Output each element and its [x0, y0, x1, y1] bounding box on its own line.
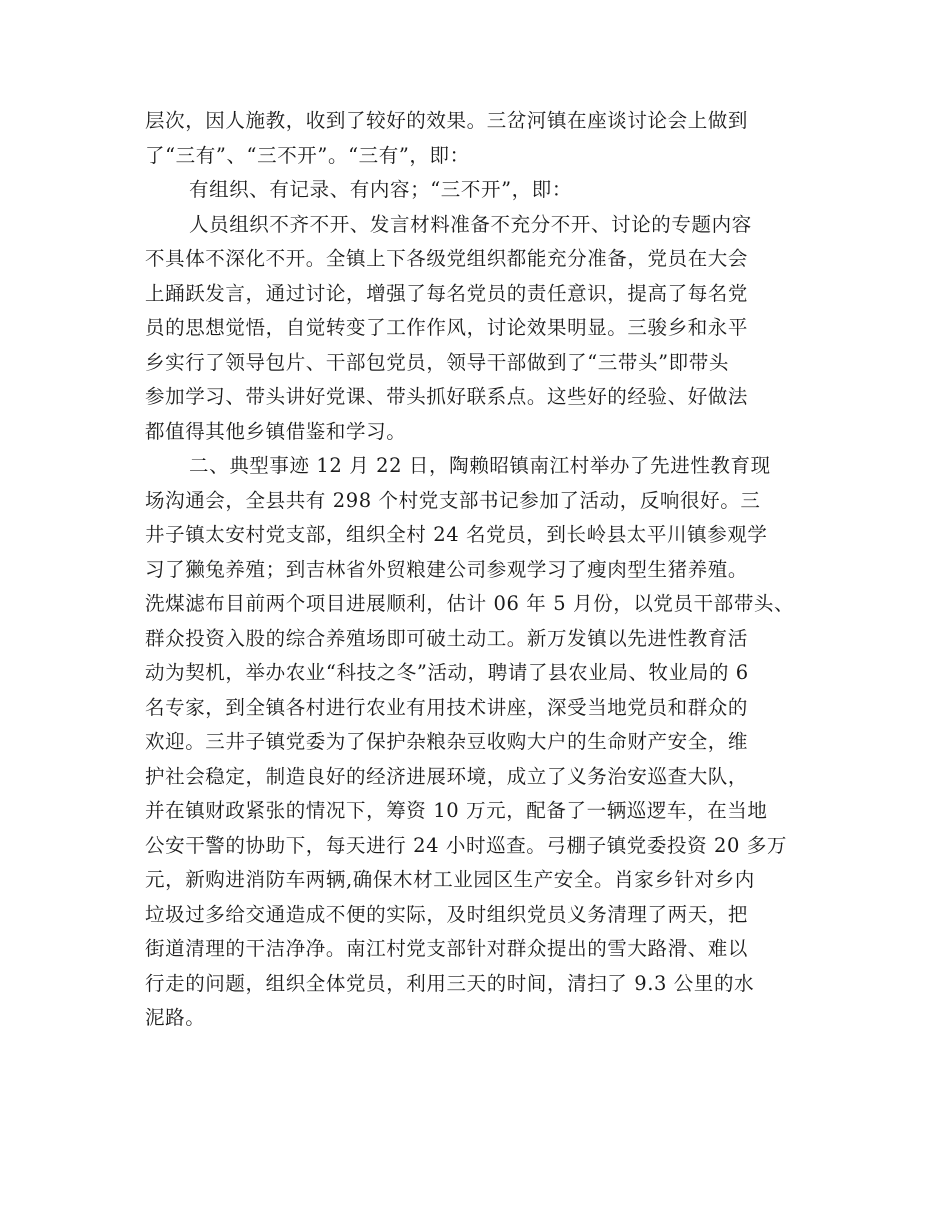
text-line: 垃圾过多给交通造成不便的实际，及时组织党员义务清理了两天，把 — [145, 902, 749, 926]
text-line: 二、典型事迹 12 月 22 日，陶赖昭镇南江村举办了先进性教育现 — [189, 454, 771, 477]
text-line: 井子镇太安村党支部，组织全村 24 名党员，到长岭县太平川镇参观学 — [145, 523, 768, 546]
text-line: 乡实行了领导包片、干部包党员，领导干部做到了“三带头”即带头 — [145, 350, 729, 374]
text-line: 场沟通会，全县共有 298 个村党支部书记参加了活动，反响很好。三 — [145, 488, 761, 512]
text-line: 上踊跃发言，通过讨论，增强了每名党员的责任意识，提高了每名党 — [145, 281, 749, 305]
text-line: 都值得其他乡镇借鉴和学习。 — [145, 419, 407, 443]
text-line: 习了獭兔养殖；到吉林省外贸粮建公司参观学习了瘦肉型生猪养殖。 — [145, 557, 749, 581]
text-line: 欢迎。三井子镇党委为了保护杂粮杂豆收购大户的生命财产安全，维 — [145, 730, 749, 753]
text-line: 参加学习、带头讲好党课、带头抓好联系点。这些好的经验、好做法 — [145, 385, 749, 408]
text-line: 街道清理的干洁净净。南江村党支部针对群众提出的雪大路滑、难以 — [145, 937, 749, 960]
text-line: 有组织、有记录、有内容；“三不开”，即： — [189, 178, 572, 201]
text-line: 公安干警的协助下，每天进行 24 小时巡查。弓棚子镇党委投资 20 多万 — [145, 833, 788, 857]
text-line: 人员组织不齐不开、发言材料准备不充分不开、讨论的专题内容 — [189, 212, 752, 236]
text-line: 名专家，到全镇各村进行农业有用技术讲座，深受当地党员和群众的 — [145, 695, 749, 719]
text-line: 层次，因人施教，收到了较好的效果。三岔河镇在座谈讨论会上做到 — [145, 109, 749, 132]
text-line: 员的思想觉悟，自觉转变了工作作风，讨论效果明显。三骏乡和永平 — [145, 316, 749, 339]
text-line: 护社会稳定，制造良好的经济进展环境，成立了义务治安巡查大队， — [145, 764, 749, 788]
text-line: 元，新购进消防车两辆,确保木材工业园区生产安全。肖家乡针对乡内 — [145, 868, 755, 891]
text-line: 洗煤滤布目前两个项目进展顺利，估计 06 年 5 月份，以党员干部带头、 — [145, 592, 795, 615]
text-line: 行走的问题，组织全体党员，利用三天的时间，清扫了 9.3 公里的水 — [145, 971, 755, 995]
text-line: 了“三有”、“三不开”。“三有”，即： — [145, 143, 470, 167]
text-line: 不具体不深化不开。全镇上下各级党组织都能充分准备，党员在大会 — [145, 247, 749, 270]
text-line: 群众投资入股的综合养殖场即可破土动工。新万发镇以先进性教育活 — [145, 626, 749, 650]
text-line: 泥路。 — [145, 1006, 206, 1029]
text-line: 并在镇财政紧张的情况下，筹资 10 万元，配备了一辆巡逻车，在当地 — [145, 799, 768, 822]
text-line: 动为契机，举办农业“科技之冬”活动，聘请了县农业局、牧业局的 6 — [145, 661, 749, 684]
document-body — [145, 104, 815, 1036]
